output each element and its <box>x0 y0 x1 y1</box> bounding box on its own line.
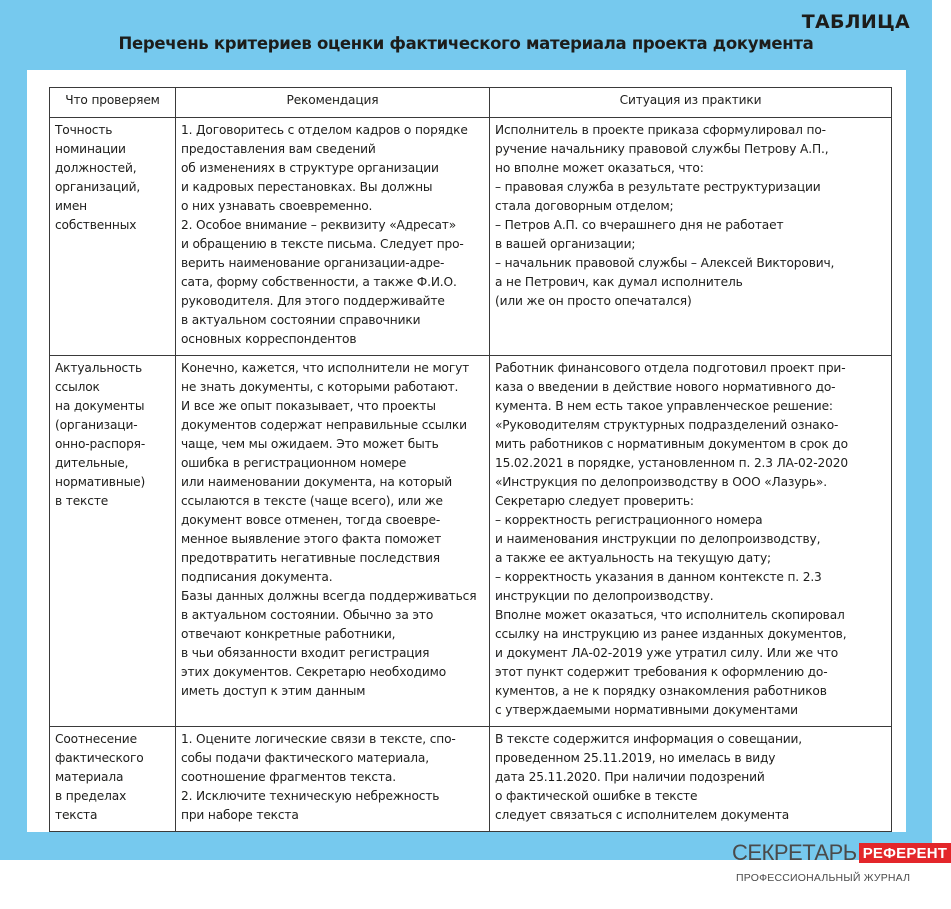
text-line: стала договорным отделом; <box>495 199 674 213</box>
text-line: а также ее актуальность на текущую дату; <box>495 551 771 565</box>
text-line: о фактической ошибке в тексте <box>495 789 698 803</box>
text-line: дительные, <box>55 456 129 470</box>
text-line: организаций, <box>55 180 141 194</box>
text-line: ручение начальнику правовой службы Петрову А.П., <box>495 142 829 156</box>
text-line: материала <box>55 770 124 784</box>
text-line: подписания документа. <box>181 570 333 584</box>
text-line: нормативные) <box>55 475 146 489</box>
text-line: (организаци- <box>55 418 138 432</box>
table-header-row <box>50 88 892 118</box>
text-line: или наименовании документа, на который <box>181 475 453 489</box>
text-line: имен <box>55 199 87 213</box>
publisher-logo <box>732 840 948 890</box>
cell-practice <box>490 118 892 356</box>
text-line: – Петров А.П. со вчерашнего дня не работает <box>495 218 784 232</box>
text-line: в вашей организации; <box>495 237 636 251</box>
logo-main <box>732 840 951 868</box>
text-line: онно-распоря- <box>55 437 146 451</box>
text-line: номинации <box>55 142 126 156</box>
text-line: Работник финансового отдела подготовил проект при- <box>495 361 846 375</box>
criteria-table <box>49 87 892 832</box>
text-line: (или же он просто опечатался) <box>495 294 692 308</box>
text-line: этих документов. Секретарю необходимо <box>181 665 446 679</box>
table-container <box>27 70 906 832</box>
text-line: руководителя. Для этого поддерживайте <box>181 294 445 308</box>
text-line: документов содержат неправильные ссылки <box>181 418 467 432</box>
text-line: – корректность указания в данном контексте п. 2.3 <box>495 570 822 584</box>
text-line: этот пункт содержит требования к оформлению до- <box>495 665 828 679</box>
logo-subtitle: ПРОФЕССИОНАЛЬНЫЙ ЖУРНАЛ <box>736 872 911 884</box>
text-line: ошибка в регистрационном номере <box>181 456 407 470</box>
cell-practice <box>490 727 892 832</box>
text-line: 1. Договоритесь с отделом кадров о порядке <box>181 123 468 137</box>
text-line: 2. Особое внимание – реквизиту «Адресат» <box>181 218 457 232</box>
text-line: 1. Оцените логические связи в тексте, спо- <box>181 732 456 746</box>
text-line: но вполне может оказаться, что: <box>495 161 704 175</box>
text-line: «Инструкция по делопроизводству в ООО «Лазурь». <box>495 475 827 489</box>
text-line: собственных <box>55 218 137 232</box>
text-line: фактического <box>55 751 144 765</box>
text-line: Точность <box>55 123 113 137</box>
cell-check <box>50 118 176 356</box>
text-line: кументов, а не к порядку ознакомления работников <box>495 684 827 698</box>
text-line: – корректность регистрационного номера <box>495 513 763 527</box>
text-line: ссылку на инструкцию из ранее изданных документов, <box>495 627 847 641</box>
cell-check <box>50 727 176 832</box>
text-line: Соотнесение <box>55 732 137 746</box>
cell-check <box>50 356 176 727</box>
logo-badge: РЕФЕРЕНТ <box>859 843 951 863</box>
text-line: – правовая служба в результате реструктуризации <box>495 180 821 194</box>
text-line: Секретарю следует проверить: <box>495 494 694 508</box>
table-label: ТАБЛИЦА <box>801 11 910 33</box>
text-line: И все же опыт показывает, что проекты <box>181 399 436 413</box>
page-title: Перечень критериев оценки фактического материала проекта документа <box>118 34 814 53</box>
header-recommendation: Рекомендация <box>176 88 490 118</box>
text-line: а не Петрович, как думал исполнитель <box>495 275 743 289</box>
text-line: текста <box>55 808 98 822</box>
text-line: ссылаются в тексте (чаще всего), или же <box>181 494 443 508</box>
table-row <box>50 727 892 832</box>
text-line: следует связаться с исполнителем документа <box>495 808 790 822</box>
logo-name: СЕКРЕТАРЬ <box>732 840 857 865</box>
text-line: в пределах <box>55 789 127 803</box>
text-line: предоставления вам сведений <box>181 142 376 156</box>
cell-recommendation <box>176 118 490 356</box>
text-line: предотвратить негативные последствия <box>181 551 440 565</box>
text-line: и документ ЛА-02-2019 уже утратил силу. Или же что <box>495 646 839 660</box>
text-line: «Руководителям структурных подразделений ознако- <box>495 418 839 432</box>
text-line: соотношение фрагментов текста. <box>181 770 396 784</box>
text-line: на документы <box>55 399 145 413</box>
text-line: 15.02.2021 в порядке, установленном п. 2.3 ЛА-02-2020 <box>495 456 848 470</box>
text-line: проведенном 25.11.2019, но имелась в виду <box>495 751 776 765</box>
text-line: и кадровых перестановках. Вы должны <box>181 180 433 194</box>
text-line: Вполне может оказаться, что исполнитель скопировал <box>495 608 845 622</box>
text-line: Базы данных должны всегда поддерживаться <box>181 589 477 603</box>
text-line: ссылок <box>55 380 100 394</box>
text-line: отвечают конкретные работники, <box>181 627 396 641</box>
text-line: и обращению в тексте письма. Следует про- <box>181 237 464 251</box>
text-line: инструкции по делопроизводству. <box>495 589 714 603</box>
text-line: дата 25.11.2020. При наличии подозрений <box>495 770 765 784</box>
text-line: собы подачи фактического материала, <box>181 751 429 765</box>
text-line: документ вовсе отменен, тогда своевре- <box>181 513 441 527</box>
text-line: менное выявление этого факта поможет <box>181 532 442 546</box>
text-line: кумента. В нем есть такое управленческое решение: <box>495 399 833 413</box>
cell-recommendation <box>176 727 490 832</box>
text-line: не знать документы, с которыми работают. <box>181 380 459 394</box>
text-line: должностей, <box>55 161 137 175</box>
text-line: об изменениях в структуре организации <box>181 161 439 175</box>
text-line: и наименования инструкции по делопроизводству, <box>495 532 821 546</box>
cell-practice <box>490 356 892 727</box>
text-line: 2. Исключите техническую небрежность <box>181 789 440 803</box>
table-row <box>50 356 892 727</box>
text-line: каза о введении в действие нового нормативного до- <box>495 380 836 394</box>
text-line: в актуальном состоянии справочники <box>181 313 421 327</box>
text-line: сата, форму собственности, а также Ф.И.О. <box>181 275 457 289</box>
text-line: – начальник правовой службы – Алексей Викторович, <box>495 256 835 270</box>
text-line: верить наименование организации-адре- <box>181 256 445 270</box>
text-line: В тексте содержится информация о совещании, <box>495 732 803 746</box>
text-line: Исполнитель в проекте приказа сформулировал по- <box>495 123 826 137</box>
header-check: Что проверяем <box>50 88 176 118</box>
text-line: при наборе текста <box>181 808 299 822</box>
text-line: Актуальность <box>55 361 143 375</box>
text-line: основных корреспондентов <box>181 332 357 346</box>
text-line: в чьи обязанности входит регистрация <box>181 646 430 660</box>
text-line: мить работников с нормативным документом в срок до <box>495 437 848 451</box>
text-line: с утверждаемыми нормативными документами <box>495 703 798 717</box>
cell-recommendation <box>176 356 490 727</box>
text-line: чаще, чем мы ожидаем. Это может быть <box>181 437 439 451</box>
text-line: в актуальном состоянии. Обычно за это <box>181 608 434 622</box>
text-line: Конечно, кажется, что исполнители не могут <box>181 361 470 375</box>
text-line: иметь доступ к этим данным <box>181 684 366 698</box>
text-line: о них узнавать своевременно. <box>181 199 373 213</box>
header-practice: Ситуация из практики <box>490 88 892 118</box>
text-line: в тексте <box>55 494 109 508</box>
table-row <box>50 118 892 356</box>
